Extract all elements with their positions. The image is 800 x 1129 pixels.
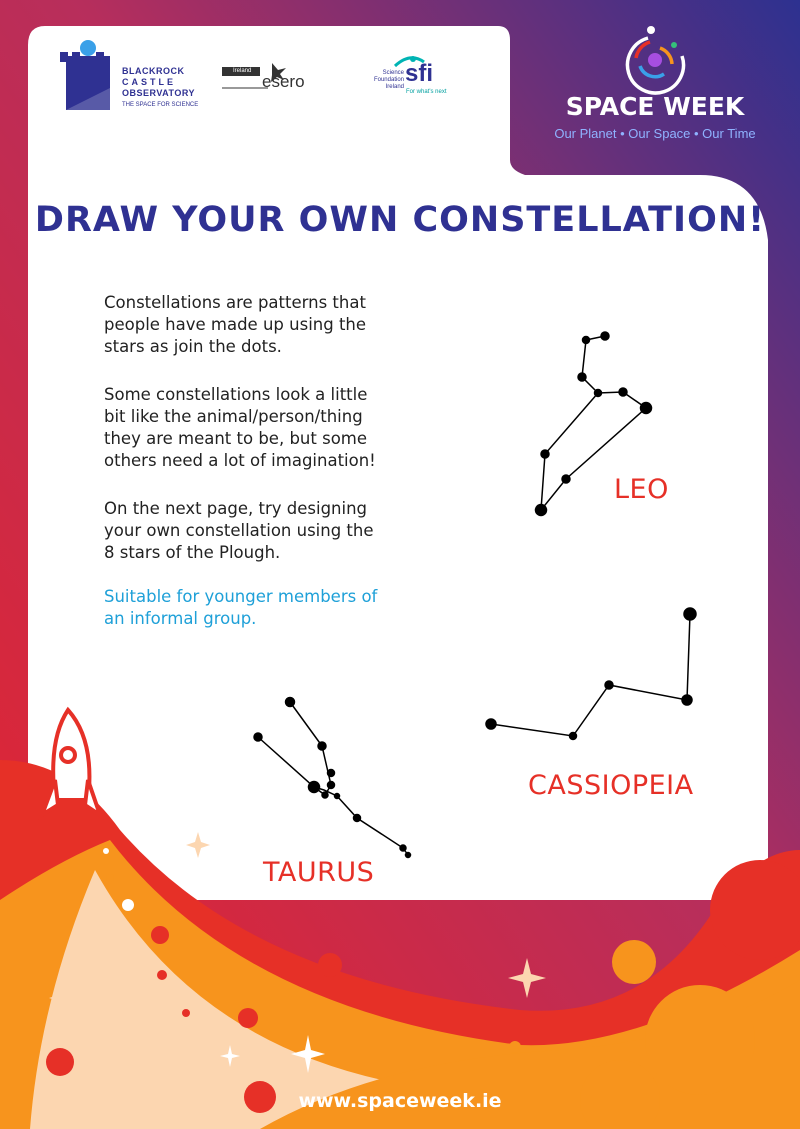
imagination-paragraph: Some constellations look a little bit like the animal/person/thing they are meant to be, but some others need a lot of imagination! — [104, 385, 376, 470]
bubble — [106, 874, 114, 882]
bubble — [122, 899, 134, 911]
star — [605, 681, 613, 689]
bubble — [645, 985, 755, 1095]
star — [309, 782, 320, 793]
star — [335, 794, 340, 799]
star — [684, 608, 696, 620]
sfi-top-text: Science Foundation Ireland — [373, 70, 404, 90]
star — [601, 332, 609, 340]
leo-label: LEO — [614, 474, 669, 505]
bubble — [238, 1008, 258, 1028]
bubble — [509, 1041, 521, 1053]
star — [354, 815, 361, 822]
bubble — [46, 1048, 74, 1076]
page-title: DRAW YOUR OWN CONSTELLATION! — [34, 200, 766, 240]
esero-name: esero — [262, 72, 305, 91]
instructions-paragraph: On the next page, try designing your own constellation using the 8 stars of the Plough. — [104, 499, 374, 562]
star — [406, 853, 411, 858]
bubble — [318, 953, 342, 977]
suitability-note: Suitable for younger members of an informal group. — [104, 587, 378, 628]
bubble — [182, 1009, 190, 1017]
star — [328, 782, 335, 789]
blackrock-line1: BLACKROCK — [122, 66, 185, 76]
star — [578, 373, 586, 381]
star — [318, 742, 326, 750]
intro-paragraph: Constellations are patterns that people have made up using the stars as join the dots. — [104, 293, 367, 356]
esero-country: Ireland — [233, 68, 252, 74]
star — [583, 337, 590, 344]
star — [400, 845, 406, 851]
star — [541, 450, 549, 458]
space-week-title: SPACE WEEK — [565, 92, 745, 121]
star — [682, 695, 692, 705]
star — [562, 475, 570, 483]
blackrock-line2: CASTLE — [122, 77, 176, 87]
blackrock-line3: OBSERVATORY — [122, 88, 196, 98]
star — [286, 698, 295, 707]
bubble — [612, 940, 656, 984]
cassiopeia-label: CASSIOPEIA — [528, 770, 694, 801]
sfi-tagline: For what's next — [406, 89, 447, 95]
star — [254, 733, 262, 741]
bubble — [103, 848, 109, 854]
taurus-label: TAURUS — [263, 857, 375, 888]
star — [570, 733, 577, 740]
star — [486, 719, 496, 729]
sfi-name: sfi — [405, 60, 434, 87]
bubble — [151, 926, 169, 944]
star — [328, 770, 335, 777]
star — [322, 792, 328, 798]
footer-url-link[interactable]: www.spaceweek.ie — [298, 1090, 502, 1112]
star — [641, 403, 652, 414]
star — [595, 390, 602, 397]
star — [619, 388, 627, 396]
bubble — [157, 970, 167, 980]
blackrock-tagline: THE SPACE FOR SCIENCE — [122, 102, 199, 108]
space-week-tagline: Our Planet • Our Space • Our Time — [554, 126, 756, 141]
star — [536, 505, 547, 516]
